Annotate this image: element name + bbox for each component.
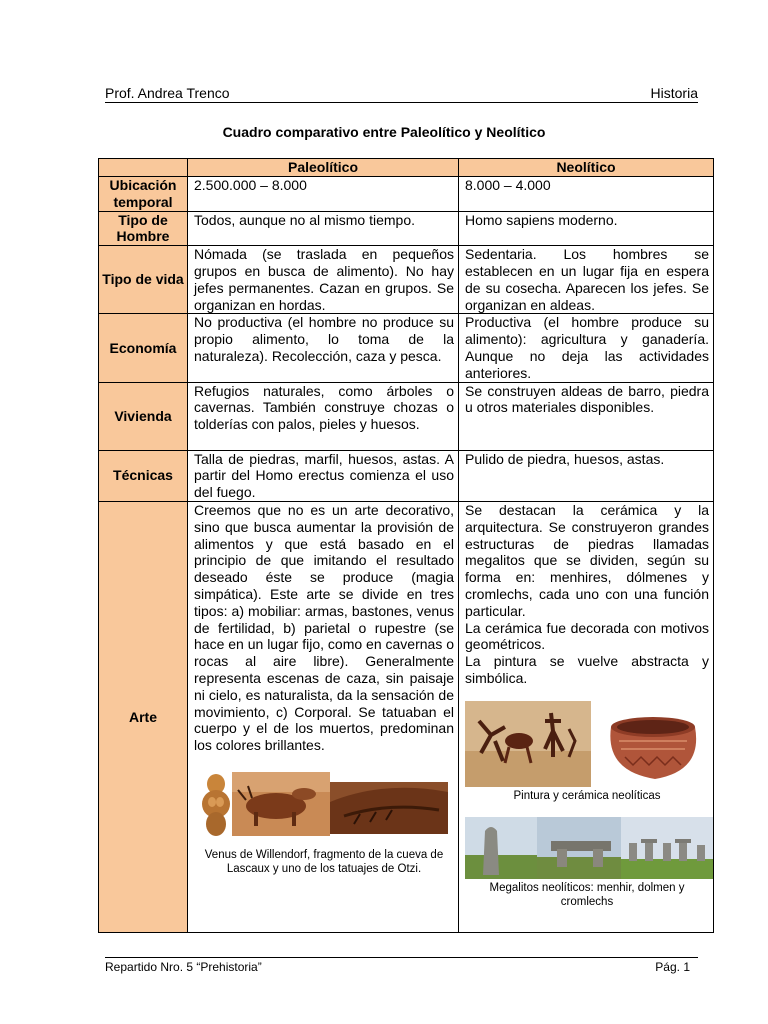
table-row (99, 382, 714, 450)
paleo-cell: No productiva (el hombre no produce su propio alimento, lo toma de la naturaleza). Recolección, caza y pesca. (188, 314, 459, 382)
table-row (99, 450, 714, 501)
neo-image-caption-2: Megalitos neolíticos: menhir, dolmen y cromlechs (489, 881, 685, 908)
neo-arte-text-2: La cerámica fue decorada con motivos geométricos. (465, 619, 709, 653)
neo-cell: Se construyen aldeas de barro, piedra u otros materiales disponibles. (459, 382, 714, 450)
neo-image-strip-1 (465, 701, 709, 787)
table-header-row (99, 159, 714, 177)
row-label-tipo-vida: Tipo de vida (99, 246, 188, 314)
row-label-ubicacion: Ubicación temporal (99, 177, 188, 212)
neo-arte-text-1: Se destacan la cerámica y la arquitectura. Se construyeron grandes estructuras de piedras llamadas megalitos que se dividen, según su forma en: menhires, dólmenes y cromlechs, cada uno con una función particular. (465, 501, 709, 619)
paleo-arte-cell (188, 501, 459, 932)
row-label-vivienda: Vivienda (99, 382, 188, 450)
cromlech-image (621, 817, 713, 879)
paleo-cell: Todos, aunque no al mismo tiempo. (188, 211, 459, 246)
neo-cell: Homo sapiens moderno. (459, 211, 714, 246)
megaliths-images (465, 817, 713, 879)
neo-cell: Productiva (el hombre produce su alimento): agricultura y ganadería. Aunque no deja las actividades anteriores. (459, 314, 714, 382)
paleo-cell: Talla de piedras, marfil, huesos, astas. A partir del Homo erectus comienza el uso del fuego. (188, 450, 459, 501)
otzi-tattoo-image (330, 782, 448, 834)
paleo-cell: 2.500.000 – 8.000 (188, 177, 459, 212)
footer-page-number: Pág. 1 (655, 960, 690, 974)
neo-image-strip-2 (465, 817, 709, 879)
neo-cell: Sedentaria. Los hombres se establecen en un lugar fija en espera de su cosecha. Aparecen los jefes. Se organizan en aldeas. (459, 246, 714, 314)
footer-handout-title: Repartido Nro. 5 “Prehistoria” (105, 960, 262, 974)
column-header-neolitico: Neolítico (459, 159, 714, 177)
row-label-economia: Economía (99, 314, 188, 382)
neo-cell: 8.000 – 4.000 (459, 177, 714, 212)
paleo-art-images (194, 772, 449, 842)
table-row (99, 177, 714, 212)
row-label-arte: Arte (99, 501, 188, 932)
lascaux-cave-image (232, 772, 330, 836)
row-label-tecnicas: Técnicas (99, 450, 188, 501)
paleo-image-strip (194, 772, 454, 842)
neo-image-caption-1: Pintura y cerámica neolíticas (513, 789, 661, 802)
table-row (99, 211, 714, 246)
row-label-tipo-hombre: Tipo de Hombre (99, 211, 188, 246)
subject-name: Historia (650, 85, 698, 101)
paleo-cell: Nómada (se traslada en pequeños grupos en busca de alimento). No hay jefes permanentes. Cazan en grupos. Se organizan en hordas. (188, 246, 459, 314)
table-row (99, 314, 714, 382)
paleo-cell: Refugios naturales, como árboles o cavernas. También construye chozas o tolderías con palos, pieles y huesos. (188, 382, 459, 450)
column-header-paleolitico: Paleolítico (188, 159, 459, 177)
neo-arte-cell (459, 501, 714, 932)
header-empty-cell (99, 159, 188, 177)
dolmen-image (537, 817, 621, 879)
menhir-image (465, 817, 537, 879)
paleo-image-caption: Venus de Willendorf, fragmento de la cueva de Lascaux y uno de los tatuajes de Otzi. (204, 848, 444, 875)
author-name: Prof. Andrea Trenco (105, 85, 230, 101)
neo-cell: Pulido de piedra, huesos, astas. (459, 450, 714, 501)
document-title: Cuadro comparativo entre Paleolítico y Neolítico (222, 124, 546, 140)
neo-painting-ceramic-images (465, 701, 713, 787)
neolithic-painting-image (465, 701, 591, 787)
paleo-arte-text: Creemos que no es un arte decorativo, sino que busca aumentar la provisión de alimentos y que está basado en el principio de que imitando el resultado deseado éste se produce (magia simpática). Este arte se divide en tres tipos: a) mobiliar: armas, bastones, venus de fertilidad, b) parietal o rupestre (se hace en un lugar fijo, como en cavernas o rocas al aire libre). Generalmente representa escenas de caza, sin paisaje ni cielo, es naturalista, da la sensación de movimiento, c) Corporal. Se tatuaban el cuerpo y el de los muertos, predominan los colores brillantes. (194, 501, 454, 754)
table-row (99, 501, 714, 932)
neolithic-ceramic-image (595, 701, 713, 787)
comparison-table (98, 158, 714, 933)
page-header (105, 85, 698, 103)
neo-arte-text-3: La pintura se vuelve abstracta y simbólica. (465, 653, 709, 686)
table-row (99, 246, 714, 314)
page-footer (105, 957, 698, 974)
venus-figurine-image (202, 774, 230, 836)
